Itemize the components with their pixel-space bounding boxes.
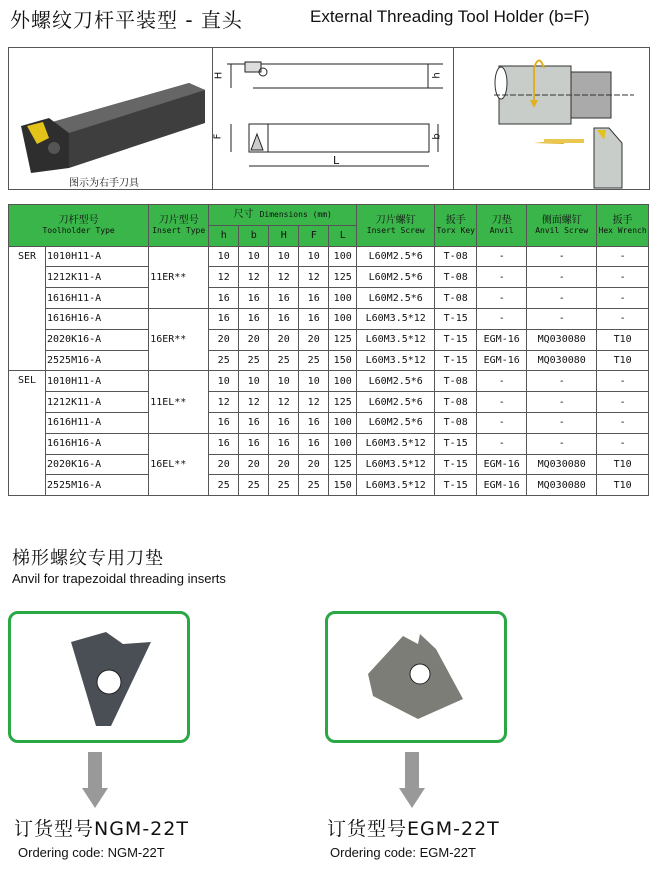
table-cell: L60M2.5*6 (357, 412, 435, 433)
table-cell: 20 (209, 329, 239, 350)
table-cell: 16 (299, 412, 329, 433)
header-label: 刀杆型号 (58, 214, 99, 226)
table-row (9, 267, 649, 288)
table-cell: - (597, 267, 649, 288)
table-cell: 150 (329, 475, 357, 496)
down-arrow-icon (88, 752, 102, 788)
header-label: 刀片螺钉 (375, 214, 416, 226)
table-cell: 10 (269, 371, 299, 392)
table-cell: L60M2.5*6 (357, 392, 435, 413)
table-cell: - (597, 433, 649, 454)
table-cell: T-15 (435, 454, 477, 475)
table-cell: - (527, 433, 597, 454)
table-cell: 16 (239, 308, 269, 329)
insert-cell: 16EL** (149, 433, 209, 495)
table-cell: T-08 (435, 267, 477, 288)
table-cell: T10 (597, 329, 649, 350)
table-cell: 20 (269, 329, 299, 350)
toolholder-cell: 1010H11-A (46, 371, 149, 392)
table-cell: T10 (597, 350, 649, 371)
table-cell: EGM-16 (477, 475, 527, 496)
dim-label-H: H (213, 71, 225, 80)
col-dimensions (209, 205, 357, 226)
series-cell: SER (9, 246, 46, 371)
header-label: 刀片型号 (158, 214, 199, 226)
table-cell: - (597, 288, 649, 309)
ordering-code-en: Ordering code: NGM-22T (18, 845, 165, 860)
table-cell: 10 (269, 246, 299, 267)
table-cell: 16 (209, 433, 239, 454)
table-cell: 25 (299, 350, 329, 371)
ordering-code-cn: 订货型号EGM-22T (327, 818, 500, 840)
col-anvil (477, 205, 527, 247)
table-cell: MQ030080 (527, 475, 597, 496)
table-cell: - (477, 392, 527, 413)
table-cell: 150 (329, 350, 357, 371)
table-cell: 12 (239, 267, 269, 288)
table-cell: L60M3.5*12 (357, 454, 435, 475)
table-cell: 16 (209, 308, 239, 329)
table-cell: 10 (299, 246, 329, 267)
toolholder-cell: 2525M16-A (46, 475, 149, 496)
page-title-cn: 外螺纹刀杆平装型 - 直头 (10, 8, 243, 32)
table-cell: 16 (239, 433, 269, 454)
table-cell: - (527, 267, 597, 288)
anvil-section-title-cn: 梯形螺纹专用刀垫 (12, 548, 164, 569)
insert-cell: 11ER** (149, 246, 209, 308)
series-cell: SEL (9, 371, 46, 496)
toolholder-cell: 1212K11-A (46, 392, 149, 413)
table-cell: - (477, 371, 527, 392)
table-row (9, 371, 649, 392)
table-cell: 16 (269, 288, 299, 309)
header-label: Anvil Screw (535, 226, 589, 236)
table-cell: L60M2.5*6 (357, 246, 435, 267)
table-cell: MQ030080 (527, 350, 597, 371)
toolholder-cell: 1616H16-A (46, 308, 149, 329)
toolholder-cell: 1616H11-A (46, 288, 149, 309)
table-cell: T-08 (435, 371, 477, 392)
dimension-drawing (213, 48, 454, 189)
table-cell: 12 (299, 267, 329, 288)
table-row (9, 329, 649, 350)
table-row (9, 350, 649, 371)
table-cell: - (527, 371, 597, 392)
table-cell: - (597, 246, 649, 267)
table-cell: L60M2.5*6 (357, 288, 435, 309)
table-cell: - (477, 288, 527, 309)
anvil-ngm-image (11, 614, 187, 740)
table-cell: 25 (269, 475, 299, 496)
table-cell: - (527, 246, 597, 267)
anvil-egm-card (325, 611, 507, 743)
table-cell: 10 (209, 371, 239, 392)
table-cell: 12 (239, 392, 269, 413)
table-cell: 12 (209, 392, 239, 413)
table-cell: - (597, 392, 649, 413)
col-F: F (299, 225, 329, 246)
table-cell: T10 (597, 475, 649, 496)
col-anvil-screw (527, 205, 597, 247)
table-cell: 25 (269, 350, 299, 371)
col-b: b (239, 225, 269, 246)
table-cell: 12 (269, 267, 299, 288)
header-label: 扳手 (445, 214, 466, 226)
table-cell: L60M3.5*12 (357, 329, 435, 350)
table-cell: - (477, 267, 527, 288)
col-toolholder (9, 205, 149, 247)
table-cell: 12 (299, 392, 329, 413)
table-cell: 10 (299, 371, 329, 392)
table-cell: 10 (239, 246, 269, 267)
table-cell: T10 (597, 454, 649, 475)
table-cell: 10 (209, 246, 239, 267)
tool-photo (9, 48, 213, 189)
table-cell: 25 (239, 475, 269, 496)
dim-label-L: L (333, 154, 340, 167)
anvil-ngm-card (8, 611, 190, 743)
toolholder-cell: 1212K11-A (46, 267, 149, 288)
table-cell: 25 (239, 350, 269, 371)
header-label: 尺寸 (233, 209, 254, 221)
table-cell: 16 (239, 288, 269, 309)
operation-diagram (454, 48, 651, 189)
specification-table (8, 204, 649, 496)
toolholder-cell: 2525M16-A (46, 350, 149, 371)
table-cell: - (527, 308, 597, 329)
table-cell: L60M2.5*6 (357, 371, 435, 392)
table-cell: L60M3.5*12 (357, 433, 435, 454)
table-cell: 12 (269, 392, 299, 413)
table-cell: 100 (329, 246, 357, 267)
table-cell: T-15 (435, 433, 477, 454)
table-row (9, 288, 649, 309)
down-arrow-icon (405, 752, 419, 788)
table-cell: 20 (239, 454, 269, 475)
table-cell: 125 (329, 267, 357, 288)
dim-label-h: h (431, 72, 443, 79)
ordering-code-cn: 订货型号NGM-22T (14, 818, 189, 840)
table-cell: 20 (209, 454, 239, 475)
table-cell: EGM-16 (477, 454, 527, 475)
table-cell: - (477, 308, 527, 329)
table-cell: - (597, 308, 649, 329)
anvil-egm-image (328, 614, 504, 740)
table-cell: - (527, 412, 597, 433)
toolholder-cell: 2020K16-A (46, 329, 149, 350)
table-cell: 100 (329, 412, 357, 433)
table-row (9, 454, 649, 475)
table-cell: - (527, 392, 597, 413)
table-cell: 100 (329, 308, 357, 329)
image-caption: 图示为右手刀具 (69, 178, 139, 189)
ordering-code-en: Ordering code: EGM-22T (330, 845, 476, 860)
table-cell: EGM-16 (477, 329, 527, 350)
tool-holder-image (9, 48, 212, 189)
toolholder-cell: 1616H11-A (46, 412, 149, 433)
table-cell: 20 (269, 454, 299, 475)
table-cell: 125 (329, 329, 357, 350)
table-cell: 10 (239, 371, 269, 392)
table-cell: T-08 (435, 412, 477, 433)
table-cell: - (477, 433, 527, 454)
table-row (9, 433, 649, 454)
dim-label-b: b (431, 133, 443, 140)
toolholder-cell: 2020K16-A (46, 454, 149, 475)
header-label: Toolholder Type (42, 226, 115, 236)
table-cell: L60M3.5*12 (357, 475, 435, 496)
header-label: Torx Key (436, 226, 475, 236)
table-cell: 16 (299, 433, 329, 454)
header-label: Dimensions (mm) (259, 210, 332, 220)
table-cell: 25 (299, 475, 329, 496)
table-cell: T-08 (435, 392, 477, 413)
table-cell: T-15 (435, 329, 477, 350)
table-cell: T-08 (435, 246, 477, 267)
header-label: 扳手 (612, 214, 633, 226)
table-cell: 25 (209, 475, 239, 496)
header-label: Hex Wrench (598, 226, 647, 236)
col-insert-screw (357, 205, 435, 247)
table-cell: 125 (329, 392, 357, 413)
table-cell: 16 (209, 412, 239, 433)
table-row (9, 412, 649, 433)
table-cell: 125 (329, 454, 357, 475)
table-cell: L60M3.5*12 (357, 308, 435, 329)
col-H: H (269, 225, 299, 246)
illustration-panel (8, 47, 650, 190)
table-cell: - (527, 288, 597, 309)
table-cell: - (597, 412, 649, 433)
table-cell: - (477, 412, 527, 433)
table-cell: L60M2.5*6 (357, 267, 435, 288)
table-cell: 16 (269, 412, 299, 433)
down-arrow-head-icon (399, 788, 425, 808)
anvil-section-title-en: Anvil for trapezoidal threading inserts (12, 571, 226, 586)
table-cell: 100 (329, 433, 357, 454)
table-cell: 16 (269, 433, 299, 454)
table-cell: 16 (239, 412, 269, 433)
table-cell: 16 (269, 308, 299, 329)
table-cell: 100 (329, 371, 357, 392)
table-cell: 20 (299, 329, 329, 350)
table-cell: 16 (299, 288, 329, 309)
page-title-en: External Threading Tool Holder (b=F) (310, 7, 590, 26)
header-label: 侧面螺钉 (541, 214, 582, 226)
toolholder-cell: 1616H16-A (46, 433, 149, 454)
table-cell: 16 (209, 288, 239, 309)
insert-cell: 11EL** (149, 371, 209, 433)
col-hex-wrench (597, 205, 649, 247)
table-cell: 20 (239, 329, 269, 350)
table-cell: MQ030080 (527, 454, 597, 475)
header-label: Insert Screw (366, 226, 425, 236)
table-cell: T-15 (435, 308, 477, 329)
toolholder-cell: 1010H11-A (46, 246, 149, 267)
insert-cell: 16ER** (149, 308, 209, 370)
table-cell: T-15 (435, 350, 477, 371)
table-row (9, 475, 649, 496)
header-label: Insert Type (152, 226, 206, 236)
table-cell: T-08 (435, 288, 477, 309)
col-L: L (329, 225, 357, 246)
table-cell: T-15 (435, 475, 477, 496)
table-row (9, 308, 649, 329)
table-row (9, 246, 649, 267)
table-cell: 25 (209, 350, 239, 371)
table-cell: L60M3.5*12 (357, 350, 435, 371)
table-row (9, 392, 649, 413)
table-cell: MQ030080 (527, 329, 597, 350)
header-label: Anvil (489, 226, 514, 236)
table-cell: - (477, 246, 527, 267)
col-torx-key (435, 205, 477, 247)
down-arrow-head-icon (82, 788, 108, 808)
threading-operation-image (454, 48, 651, 189)
table-cell: 16 (299, 308, 329, 329)
table-cell: 100 (329, 288, 357, 309)
table-cell: 20 (299, 454, 329, 475)
dim-label-F: F (212, 133, 224, 140)
dimension-diagram (213, 48, 453, 189)
header-label: 刀垫 (491, 214, 512, 226)
table-cell: 12 (209, 267, 239, 288)
col-h: h (209, 225, 239, 246)
table-cell: EGM-16 (477, 350, 527, 371)
col-insert (149, 205, 209, 247)
table-cell: - (597, 371, 649, 392)
